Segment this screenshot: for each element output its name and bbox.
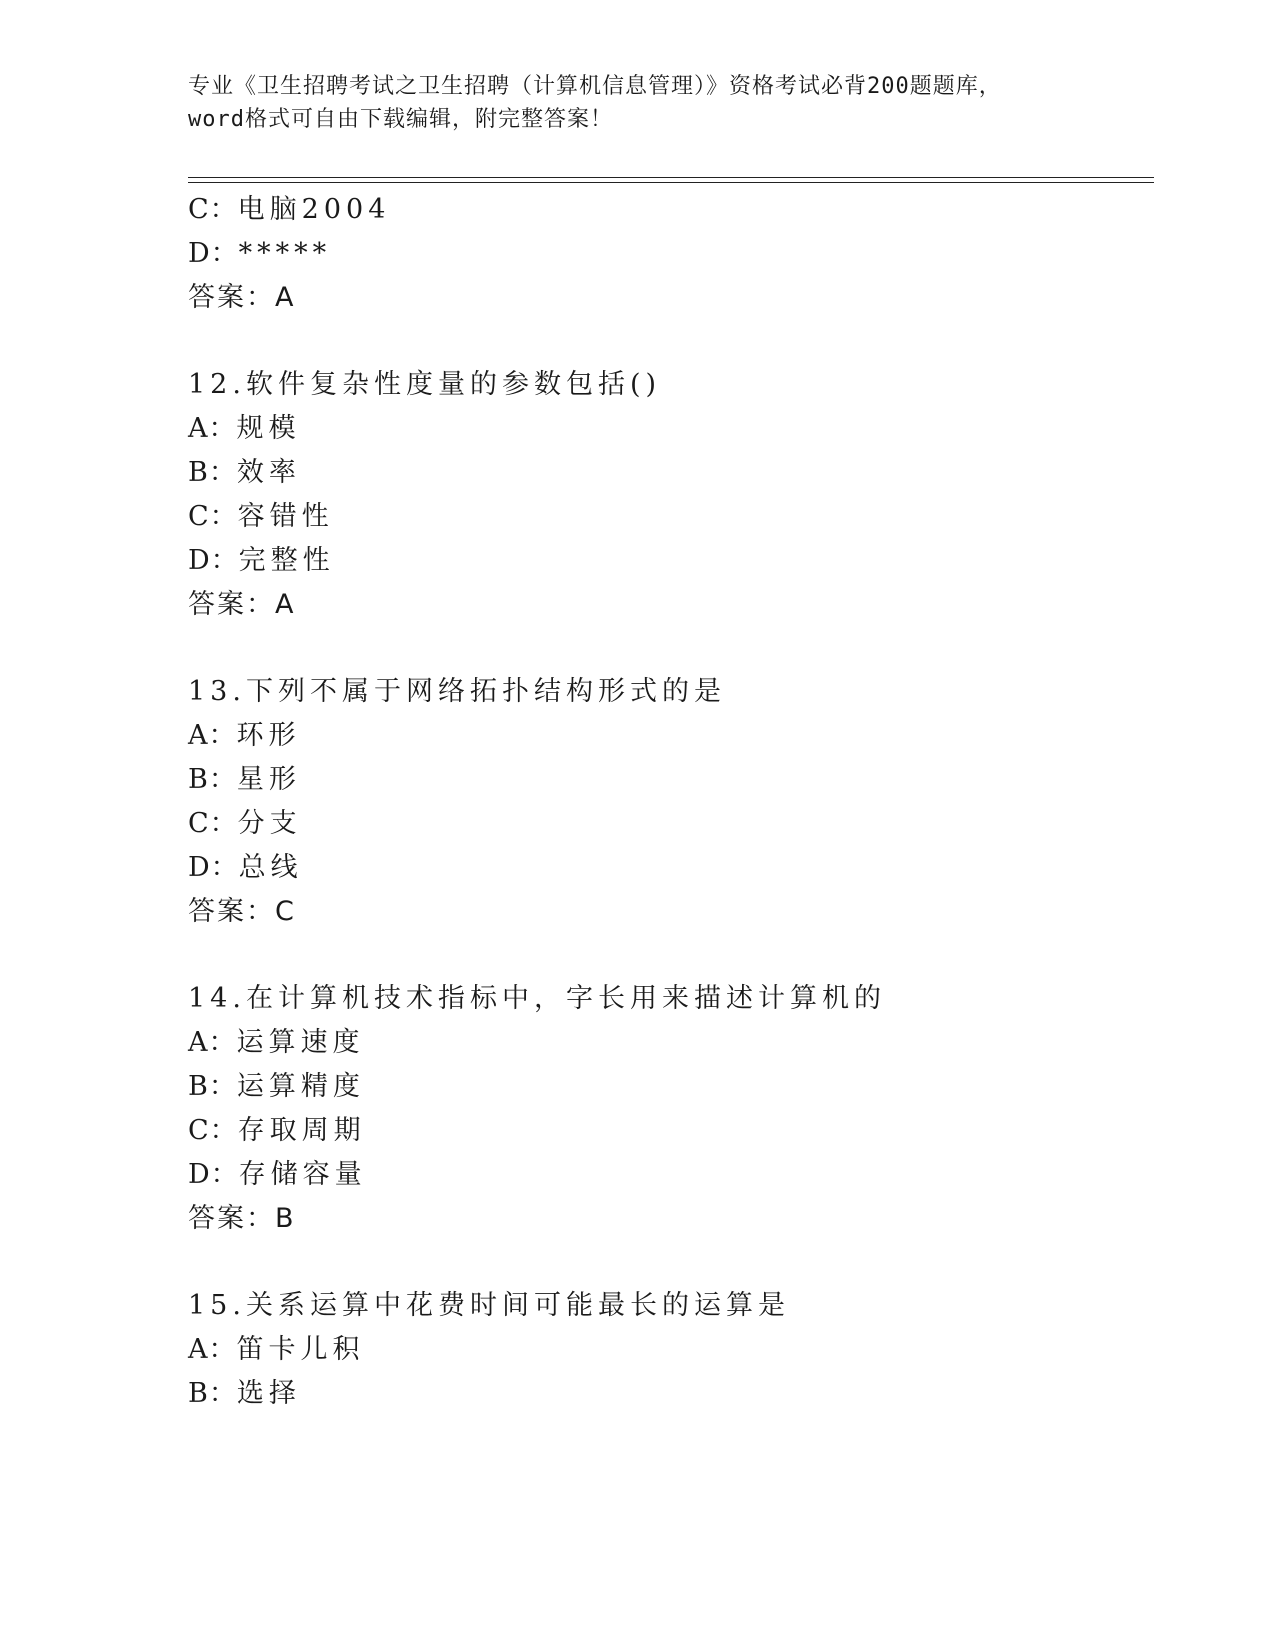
option-text: 运算精度 [236, 1071, 365, 1102]
option-a [188, 412, 301, 446]
option-key: A： [188, 1334, 237, 1365]
option-b [188, 1377, 301, 1411]
option-key: A： [188, 1027, 237, 1058]
answer-line: 答案：A [188, 589, 296, 620]
option-text: ***** [238, 238, 332, 269]
header-divider-bottom [188, 182, 1154, 183]
question-stem: 15.关系运算中花费时间可能最长的运算是 [188, 1290, 790, 1321]
option-text: 电脑2004 [237, 194, 391, 225]
option-c [188, 1114, 366, 1148]
document-header [188, 70, 1088, 136]
option-text: 总线 [238, 852, 303, 883]
option-d [188, 544, 335, 578]
option-d [188, 851, 303, 885]
option-text: 容错性 [237, 501, 334, 532]
option-key: B： [188, 1378, 237, 1409]
option-text: 存储容量 [238, 1159, 367, 1190]
option-b [188, 456, 301, 490]
option-text: 选择 [236, 1378, 301, 1409]
header-line-2: word格式可自由下载编辑，附完整答案！ [188, 107, 613, 132]
option-d [188, 1158, 367, 1192]
option-key: D： [188, 1159, 239, 1190]
answer-line: 答案：B [188, 1203, 296, 1234]
header-line-1: 专业《卫生招聘考试之卫生招聘（计算机信息管理）》资格考试必背200题题库， [188, 74, 1002, 99]
option-key: C： [188, 501, 238, 532]
option-a [188, 719, 301, 753]
option-key: A： [188, 413, 237, 444]
option-text: 完整性 [238, 545, 335, 576]
option-text: 存取周期 [237, 1115, 366, 1146]
option-c [188, 193, 390, 227]
option-a [188, 1026, 365, 1060]
option-b [188, 763, 301, 797]
option-key: B： [188, 457, 237, 488]
option-text: 效率 [236, 457, 301, 488]
option-text: 星形 [236, 764, 301, 795]
option-key: C： [188, 808, 238, 839]
answer-line: 答案：A [188, 282, 296, 313]
option-key: A： [188, 720, 237, 751]
option-text: 环形 [236, 720, 301, 751]
option-text: 运算速度 [236, 1027, 365, 1058]
option-key: D： [188, 238, 239, 269]
question-stem: 13.下列不属于网络拓扑结构形式的是 [188, 676, 726, 707]
option-text: 规模 [236, 413, 301, 444]
option-a [188, 1333, 365, 1367]
option-text: 分支 [237, 808, 302, 839]
option-d [188, 237, 331, 271]
option-key: C： [188, 194, 238, 225]
option-key: B： [188, 764, 237, 795]
option-b [188, 1070, 365, 1104]
question-stem: 14.在计算机技术指标中，字长用来描述计算机的 [188, 983, 886, 1014]
option-key: D： [188, 852, 239, 883]
option-c [188, 807, 302, 841]
question-stem: 12.软件复杂性度量的参数包括() [188, 369, 662, 400]
option-c [188, 500, 334, 534]
option-text: 笛卡儿积 [236, 1334, 365, 1365]
header-divider-top [188, 177, 1154, 178]
option-key: B： [188, 1071, 237, 1102]
option-key: D： [188, 545, 239, 576]
option-key: C： [188, 1115, 238, 1146]
answer-line: 答案：C [188, 896, 296, 927]
